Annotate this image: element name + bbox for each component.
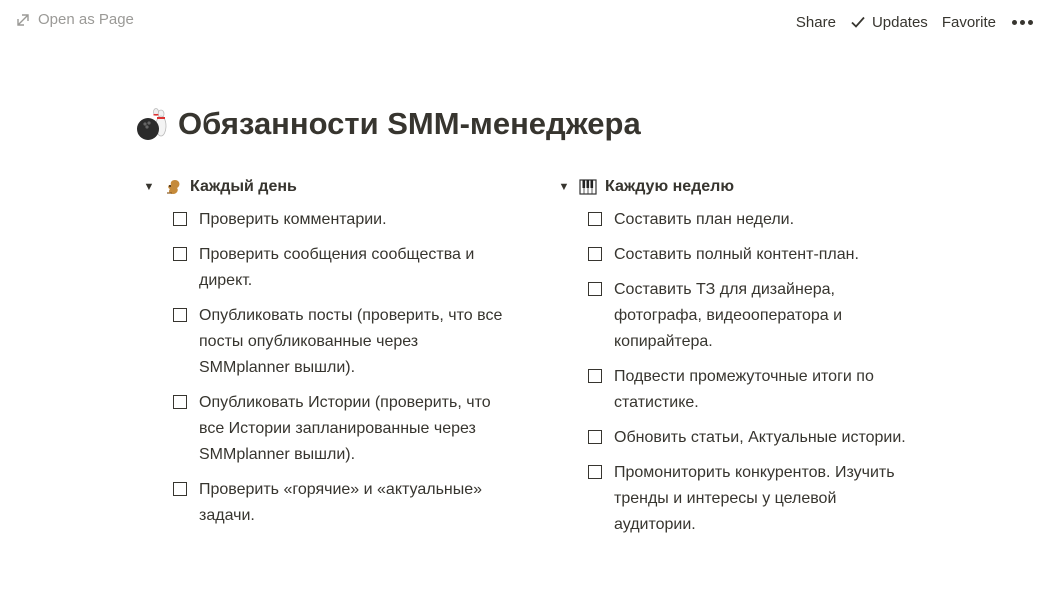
todo-text[interactable]: Проверить комментарии. — [199, 211, 387, 228]
expand-arrow-icon — [16, 13, 30, 27]
checkbox[interactable] — [588, 465, 602, 479]
checkbox[interactable] — [173, 212, 187, 226]
todo-item — [588, 242, 935, 268]
todo-text[interactable]: Проверить «горячие» и «актуальные» задачи. — [199, 481, 483, 524]
todo-text[interactable]: Проверить сообщения сообщества и директ. — [199, 246, 475, 289]
todo-item — [588, 207, 935, 233]
checkbox[interactable] — [173, 247, 187, 261]
todo-item — [588, 364, 935, 416]
todo-text[interactable]: Составить полный контент-план. — [614, 246, 859, 263]
todo-item — [173, 207, 520, 233]
todo-text[interactable]: Промониторить конкурентов. Изучить тренды и интересы у целевой аудитории. — [614, 464, 895, 533]
checkbox[interactable] — [588, 247, 602, 261]
open-as-page-label: Open as Page — [38, 11, 134, 28]
toggle-arrow-icon[interactable]: ▼ — [143, 181, 155, 193]
page-title[interactable] — [136, 106, 641, 142]
checkbox[interactable] — [588, 430, 602, 444]
open-as-page-button[interactable] — [16, 11, 134, 28]
todo-item — [588, 425, 935, 451]
updates-button[interactable] — [850, 10, 928, 34]
page-title-text: Обязанности SMM-менеджера — [178, 106, 641, 141]
share-button[interactable] — [796, 10, 836, 34]
todo-item — [173, 390, 520, 468]
daily-todo-list — [140, 207, 520, 529]
topbar — [0, 0, 1049, 45]
todo-text[interactable]: Подвести промежуточные итоги по статистике. — [614, 368, 874, 411]
checkbox[interactable] — [588, 369, 602, 383]
todo-text[interactable]: Опубликовать Истории (проверить, что все Истории запланированные через SMMplanner вышли). — [199, 394, 491, 463]
checkbox[interactable] — [588, 212, 602, 226]
piano-icon — [579, 178, 597, 196]
checkbox[interactable] — [173, 395, 187, 409]
daily-heading: Каждый день — [190, 178, 297, 195]
todo-text[interactable]: Составить план недели. — [614, 211, 795, 228]
daily-toggle-block — [140, 174, 520, 538]
todo-item — [588, 460, 935, 538]
checkbox[interactable] — [173, 308, 187, 322]
weekly-todo-list — [555, 207, 935, 538]
share-label: Share — [795, 13, 836, 31]
toggle-arrow-icon[interactable]: ▼ — [558, 181, 570, 193]
todo-text[interactable]: Составить ТЗ для дизайнера, фотографа, видеооператора и копирайтера. — [614, 281, 843, 350]
todo-item — [588, 277, 935, 355]
checkbox[interactable] — [588, 282, 602, 296]
todo-item — [173, 477, 520, 529]
more-icon[interactable] — [1012, 10, 1033, 34]
daily-toggle-header — [140, 174, 520, 200]
weekly-heading: Каждую неделю — [605, 178, 735, 195]
weekly-toggle-header — [555, 174, 935, 200]
todo-item — [173, 303, 520, 381]
bowling-icon — [136, 106, 170, 142]
check-icon — [850, 14, 866, 30]
weekly-toggle-block — [555, 174, 935, 547]
todo-text[interactable]: Обновить статьи, Актуальные истории. — [614, 429, 906, 446]
favorite-label: Favorite — [941, 13, 996, 31]
todo-item — [173, 242, 520, 294]
checkbox[interactable] — [173, 482, 187, 496]
updates-label: Updates — [871, 13, 928, 31]
favorite-button[interactable] — [942, 10, 996, 34]
todo-text[interactable]: Опубликовать посты (проверить, что все посты опубликованные через SMMplanner вышли). — [199, 307, 503, 376]
squirrel-icon — [164, 178, 182, 196]
page-actions — [796, 10, 1033, 34]
